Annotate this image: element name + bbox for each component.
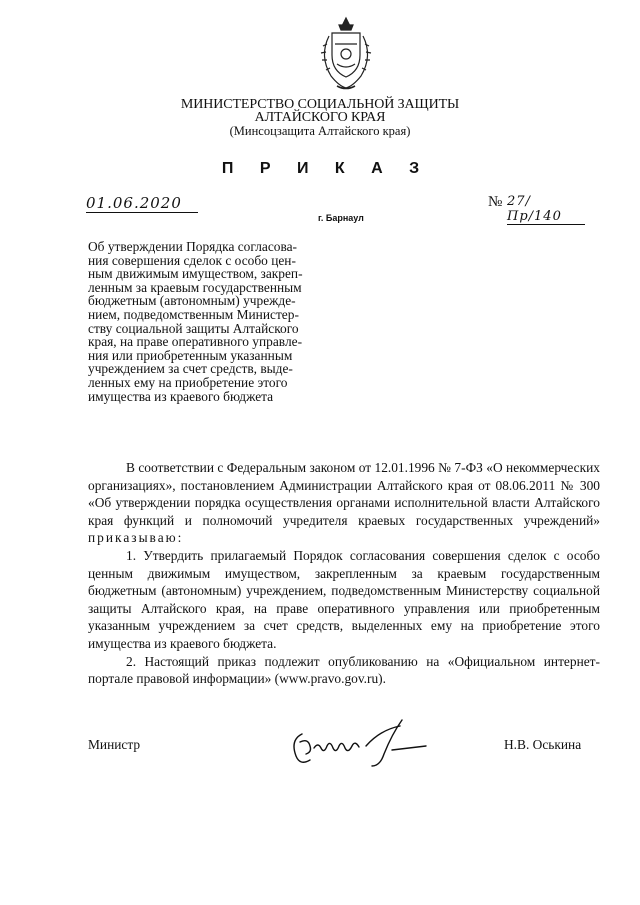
order-body (88, 459, 600, 688)
subject-line: ным движимым имуществом, закреп- (88, 266, 303, 282)
subject-line: ленных ему на приобретение этого (88, 374, 288, 390)
order-date: 01.06.2020 (86, 194, 198, 213)
order-number: 27/Пр/140 (507, 194, 585, 225)
city-label: г. Барнаул (318, 213, 364, 223)
preamble-text: В соответствии с Федеральным законом от 12.01.1996 № 7-ФЗ «О некоммерческих организациях», постановлением Администрации Алтайского края от 08.06.2011 № 300 «Об утверждении порядка осуществления органами исполнительной власти Алтайского края функций и полномочий учредителя краевых государственных учреждений» (88, 460, 600, 528)
order-item-2: 2. Настоящий приказ подлежит опубликованию на «Официальном интернет-портале правовой информации» (www.pravo.gov.ru). (88, 653, 600, 687)
orders-word: приказываю: (88, 530, 184, 546)
handwritten-signature-icon (284, 712, 434, 774)
subject-line: края, на праве оперативного управле- (88, 334, 303, 350)
subject-line: учреждением за счет средств, выде- (88, 361, 293, 377)
preamble-paragraph (88, 459, 600, 547)
order-item-1: 1. Утвердить прилагаемый Порядок согласования совершения сделок с особо ценным движимым имуществом, закрепленным за краевым государственным бюджетным (автономным) учреждением, подведомственным Министерству социальной защиты Алтайского края, на праве оперативного управления или приобретенным указанным учреждением за счет средств, выделенных ему на приобретение этого имущества из краевого бюджета. (88, 547, 600, 651)
subject-line: нием, подведомственным Министер- (88, 306, 299, 322)
subject-line: ленным за краевым государственным (88, 279, 302, 295)
document-title: П Р И К А З (221, 160, 431, 177)
ministry-short-name: (Минсоцзащита Алтайского края) (229, 124, 411, 138)
ministry-name-line2: АЛТАЙСКОГО КРАЯ (254, 110, 386, 125)
subject-line: ния или приобретенным указанным (88, 347, 293, 363)
order-subject (88, 240, 336, 403)
coat-of-arms-icon (317, 14, 375, 92)
subject-line: имущества из краевого бюджета (88, 388, 274, 404)
subject-line: ния совершения сделок с особо цен- (88, 252, 296, 268)
signer-position: Министр (88, 737, 141, 752)
subject-line: ству социальной защиты Алтайского (88, 320, 299, 336)
subject-line: Об утверждении Порядка согласова- (88, 239, 298, 254)
signer-name: Н.В. Оськина (504, 737, 582, 752)
subject-line: бюджетным (автономным) учрежде- (88, 293, 296, 309)
order-number-label: № (488, 194, 503, 210)
ministry-name-line1: МИНИСТЕРСТВО СОЦИАЛЬНОЙ ЗАЩИТЫ (180, 97, 460, 112)
